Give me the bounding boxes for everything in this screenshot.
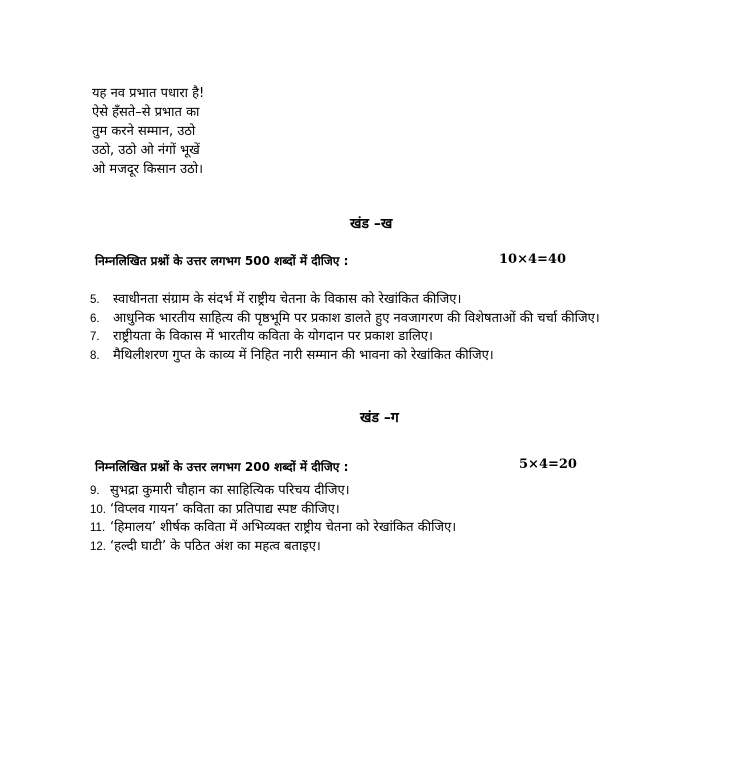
question-text: स्वाधीनता संग्राम के संदर्भ में राष्ट्रीय चेतना के विकास को रेखांकित कीजिए। bbox=[113, 292, 462, 307]
question-text: ‘विप्लव गायन’ कविता का प्रतिपाद्य स्पष्ट कीजिए। bbox=[110, 501, 340, 517]
question-item bbox=[90, 519, 650, 538]
poem-line: ओ मजदूर किसान उठो। bbox=[92, 162, 204, 177]
question-item bbox=[90, 328, 650, 347]
section-c-heading: खंड –ग bbox=[360, 410, 399, 426]
question-number: 9. bbox=[90, 485, 100, 497]
section-c-instruction: निम्नलिखित प्रश्नों के उत्तर लगभग 200 शब्दों में दीजिए : bbox=[95, 460, 349, 474]
section-b-question-list bbox=[90, 291, 650, 365]
section-c-marks: 5×4=20 bbox=[519, 457, 577, 472]
question-text: मैथिलीशरण गुप्त के काव्य में निहित नारी सम्मान की भावना को रेखांकित कीजिए। bbox=[113, 347, 494, 363]
section-b-instruction: निम्नलिखित प्रश्नों के उत्तर लगभग 500 शब्दों में दीजिए : bbox=[95, 254, 349, 268]
question-item bbox=[90, 291, 650, 310]
question-text: ‘हल्दी घाटी’ के पठित अंश का महत्व बताइए। bbox=[110, 538, 321, 554]
section-c-question-list bbox=[90, 482, 650, 556]
section-b-heading: खंड –ख bbox=[350, 216, 393, 232]
poem-line: उठो, उठो ओ नंगों भूखें bbox=[92, 143, 200, 158]
question-number: 12. bbox=[90, 540, 106, 553]
poem-line: यह नव प्रभात पधारा है! bbox=[92, 86, 205, 101]
question-number: 8. bbox=[90, 349, 100, 362]
question-number: 5. bbox=[90, 294, 100, 306]
question-number: 11. bbox=[90, 522, 106, 534]
question-item bbox=[90, 310, 650, 329]
question-text: सुभद्रा कुमारी चौहान का साहित्यिक परिचय दीजिए। bbox=[110, 483, 350, 498]
poem-line: ऐसे हँसते–से प्रभात का bbox=[92, 105, 200, 120]
question-text: ‘हिमालय’ शीर्षक कविता में अभिव्यक्त राष्ट्रीय चेतना को रेखांकित कीजिए। bbox=[110, 520, 457, 535]
question-number: 10. bbox=[90, 503, 106, 516]
poem-excerpt bbox=[92, 84, 204, 179]
section-b-marks: 10×4=40 bbox=[499, 252, 567, 267]
poem-line: तुम करने सम्मान, उठो bbox=[92, 124, 196, 139]
question-number: 6. bbox=[90, 312, 100, 325]
question-item bbox=[90, 347, 650, 366]
question-number: 7. bbox=[90, 331, 100, 343]
question-item bbox=[90, 501, 650, 520]
question-item bbox=[90, 538, 650, 557]
question-item bbox=[90, 482, 650, 501]
question-text: आधुनिक भारतीय साहित्य की पृष्ठभूमि पर प्रकाश डालते हुए नवजागरण की विशेषताओं की चर्चा कीजिए। bbox=[113, 310, 600, 326]
question-text: राष्ट्रीयता के विकास में भारतीय कविता के योगदान पर प्रकाश डालिए। bbox=[113, 329, 433, 344]
